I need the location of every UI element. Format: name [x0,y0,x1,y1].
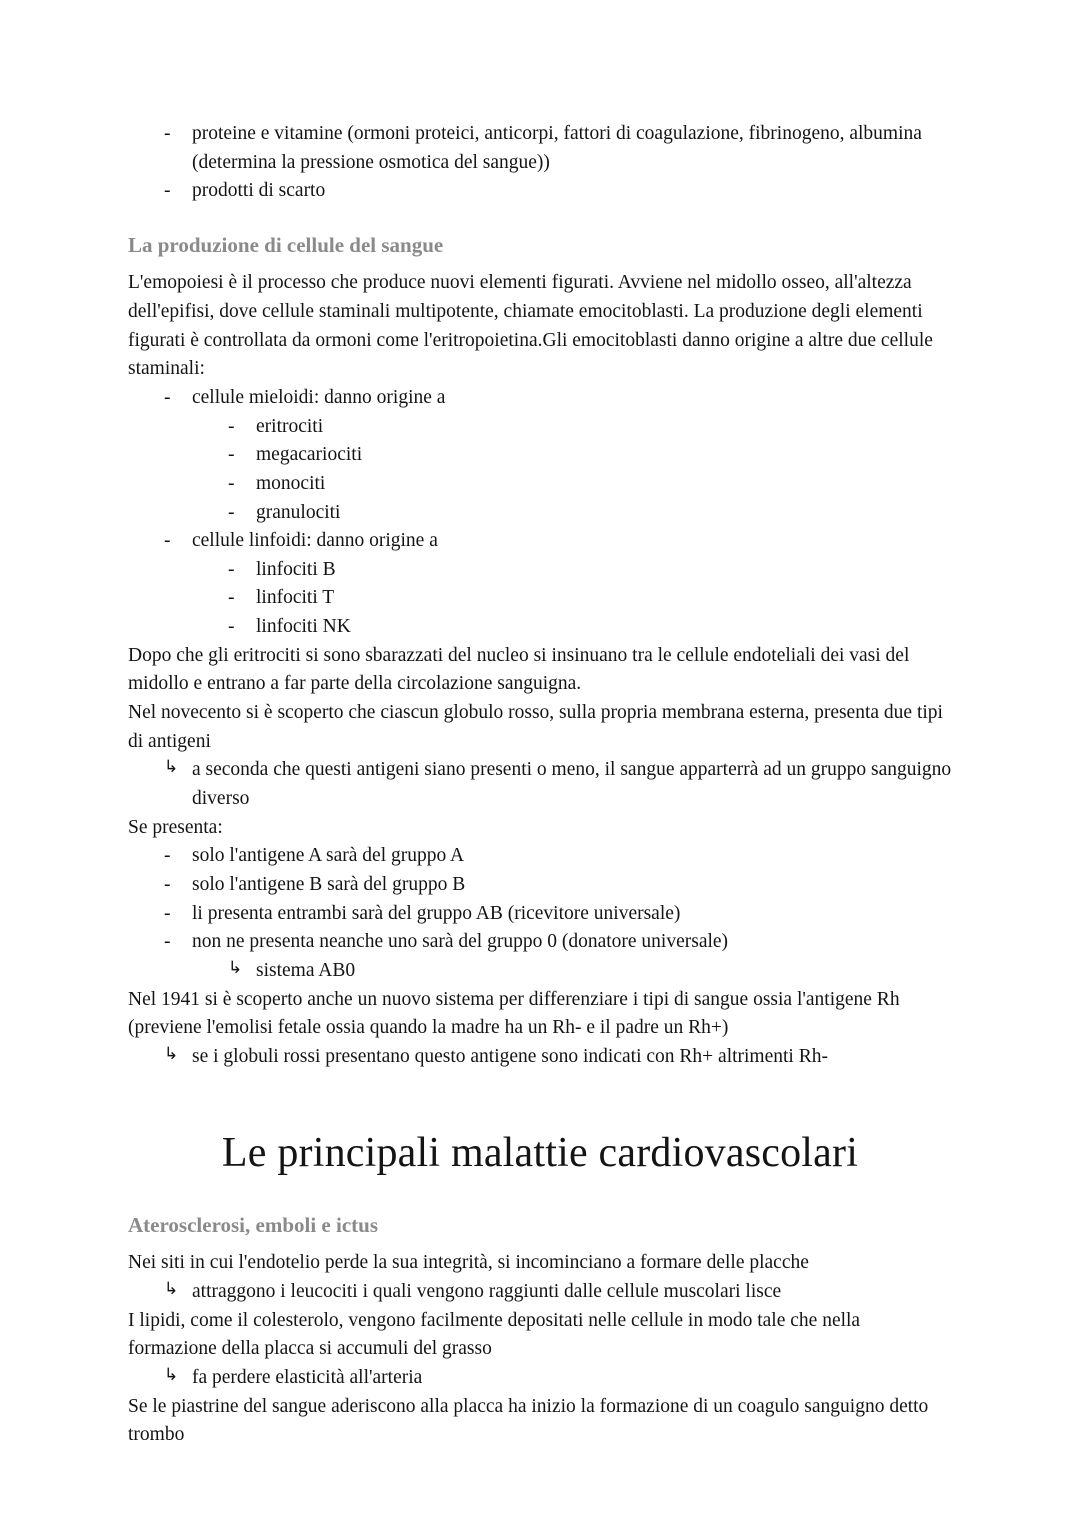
note-rh [128,1043,952,1072]
myeloid-list [128,384,952,413]
paragraph-lipidi: I lipidi, come il colesterolo, vengono facilmente depositati nelle cellule in modo tale che nella formazione della placca si accumuli del grasso [128,1309,861,1360]
label-se-presenta: Se presenta: [128,816,223,838]
paragraph-rh: Nel 1941 si è scoperto anche un nuovo sistema per differenziare i tipi di sangue ossia l'antigene Rh (previene l'emolisi fetale ossia quando la madre ha un Rh- e il padre un Rh+) [128,988,900,1039]
paragraph-antigeni: Nel novecento si è scoperto che ciascun globulo rosso, sulla propria membrana esterna, presenta due tipi di antigeni [128,702,943,752]
paragraph-placche: Nei siti in cui l'endotelio perde la sua integrità, si incominciano a formare delle placche [128,1252,809,1274]
list-item: - li presenta entrambi sarà del gruppo AB (ricevitore universale) [128,900,952,929]
list-item-myeloid: - cellule mieloidi: danno origine a [128,384,952,413]
blood-groups-list [128,842,952,957]
list-item: - linfociti NK [128,613,952,642]
note-text: attraggono i leucociti i quali vengono raggiunti dalle cellule muscolari lisce [192,1280,782,1302]
list-item: - linfociti B [128,556,952,585]
top-bullet-list [128,120,952,206]
list-item: - megacariociti [128,441,952,470]
list-item: - prodotti di scarto [128,177,952,206]
note-text: se i globuli rossi presentano questo antigene sono indicati con Rh+ altrimenti Rh- [192,1045,828,1067]
list-item-lymphoid: - cellule linfoidi: danno origine a [128,527,952,556]
list-item: - proteine e vitamine (ormoni proteici, anticorpi, fattori di coagulazione, fibrinogeno, albumina (determina la pressione osmotica del sangue)) [128,120,952,177]
list-item: - granulociti [128,499,952,528]
note-elasticita [128,1364,952,1393]
paragraph-eritrociti-nucleo: Dopo che gli eritrociti si sono sbarazzati del nucleo si insinuano tra le cellule endoteliali dei vasi del midollo e entrano a far parte della circolazione sanguigna. [128,644,910,695]
list-item: - solo l'antigene B sarà del gruppo B [128,871,952,900]
page-title: Le principali malattie cardiovascolari [221,1129,859,1176]
lymphoid-list [128,527,952,556]
arrow-icon: ↳ [164,757,179,777]
arrow-icon: ↳ [164,1364,179,1384]
myeloid-sublist [128,413,952,528]
list-item: - eritrociti [128,413,952,442]
section-heading-aterosclerosi: Aterosclerosi, emboli e ictus [128,1213,379,1238]
note-text: fa perdere elasticità all'arteria [192,1366,423,1388]
arrow-icon: ↳ [164,1043,179,1063]
note-gruppo-sanguigno [128,756,952,813]
note-leucociti [128,1278,952,1307]
note-text: a seconda che questi antigeni siano presenti o meno, il sangue apparterrà ad un gruppo sanguigno diverso [192,759,952,810]
arrow-icon: ↳ [164,1278,179,1298]
lymphoid-sublist [128,556,952,642]
list-item: - non ne presenta neanche uno sarà del gruppo 0 (donatore universale) [128,928,952,957]
list-item: - linfociti T [128,584,952,613]
paragraph-trombo: Se le piastrine del sangue aderiscono alla placca ha inizio la formazione di un coagulo sanguigno detto trombo [128,1395,929,1446]
section-heading-blood-production: La produzione di cellule del sangue [128,232,444,257]
list-item: - solo l'antigene A sarà del gruppo A [128,842,952,871]
arrow-icon: ↳ [228,958,243,978]
list-item: - monociti [128,470,952,499]
paragraph-emopoiesi: L'emopoiesi è il processo che produce nuovi elementi figurati. Avviene nel midollo osseo, all'altezza dell'epifisi, dove cellule staminali multipotente, chiamate emocitoblasti. La produzione degli elementi figurati è controllata da ormoni come l'eritropoietina.Gli emocitoblasti danno origine a altre due cellule staminali: [128,272,933,380]
note-sistema-ab0 [128,957,952,986]
note-text: sistema AB0 [256,960,356,982]
